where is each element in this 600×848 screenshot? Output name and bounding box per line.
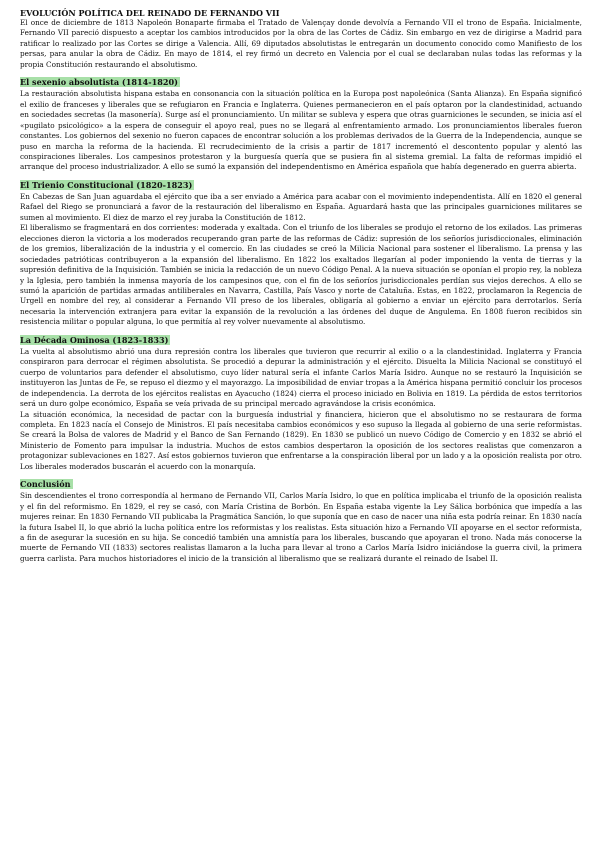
document-page: [20, 6, 582, 564]
section-heading-conclusion: Conclusión: [20, 479, 71, 490]
section-paragraph: La situación económica, la necesidad de pactar con la burguesía industrial y financiera, hicieron que el absolutismo no se restaurara de forma completa. En 1823 nacía el Consejo de Ministros. El país necesitaba cambios económicos y eso supuso la llegada al gobierno de una serie reformistas. Se creará la Bolsa de valores de Madrid y el Banco de San Fernando (1829). En 1830 se publicó un nuevo Código de Comercio y en 1832 se abrió el Ministerio de Fomento para impulsar la industria. Muchos de estos cambios despertaron la oposición de los sectores realistas que comenzaron a protagonizar sublevaciones en 1827. Así estos gobiernos tuvieron que enfrentarse a la conspiración liberal por un lado y a la oposición realista por otro. Los liberales moderados buscarán el acuerdo con la monarquía.: [20, 409, 582, 471]
section-heading-decada-ominosa: La Década Ominosa (1823-1833): [20, 334, 169, 345]
document-title: EVOLUCIÓN POLÍTICA DEL REINADO DE FERNANDO VII: [20, 8, 280, 18]
section-heading-trienio: El Trienio Constitucional (1820-1823): [20, 179, 193, 190]
intro-paragraph: El once de diciembre de 1813 Napoleón Bonaparte firmaba el Tratado de Valençay donde devolvía a Fernando VII el trono de España. Inicialmente, Fernando VII pareció dispuesto a aceptar los cambios introducidos por la obra de las Cortes de Cádiz. Sin embargo en vez de dirigirse a Madrid para ratificar lo realizado por las Cortes se dirige a Valencia. Allí, 69 diputados absolutistas le entregarán un documento conocido como Manifiesto de los persas, para anular la obra de Cádiz. En mayo de 1814, el rey firmó un decreto en Valencia por el cual se declaraban nulas todas las reformas y la propia Constitución restaurando el absolutismo.: [20, 18, 582, 69]
section-paragraph: En Cabezas de San Juan aguardaba el ejército que iba a ser enviado a América para acabar con el movimiento independentista. Allí en 1820 el general Rafael del Riego se pronunciará a favor de la restauración del liberalismo en España. Aguardará hasta que las principales guarniciones militares se sumen al movimiento. El diez de marzo el rey juraba la Constitución de 1812.: [20, 191, 582, 222]
section-paragraph: Sin descendientes el trono correspondía al hermano de Fernando VII, Carlos María Isidro, lo que en política implicaba el triunfo de la oposición realista y el fin del reformismo. En 1829, el rey se casó, con María Cristina de Borbón. En España estaba vigente la Ley Sálica borbónica que impedía a las mujeres reinar. En 1830 Fernando VII publicaba la Pragmática Sanción, lo que suponía que en caso de nacer una niña esta podría reinar. En 1830 nacía la futura Isabel II, lo que abrió la lucha política entre los reformistas y los realistas. Esta situación hizo a Fernando VII apoyarse en el sector reformista, a fin de asegurar la sucesión en su hija. Se concedió también una amnistía para los liberales, buscando que apoyaran el trono. Nada más conocerse la muerte de Fernando VII (1833) sectores realistas llamaron a la lucha para llevar al trono a Carlos María Isidro iniciándose la guerra civil, la primera guerra carlista. Para muchos historiadores el inicio de la transición al liberalismo que se realizará durante el reinado de Isabel II.: [20, 491, 582, 563]
section-paragraph: El liberalismo se fragmentará en dos corrientes: moderada y exaltada. Con el triunfo de los liberales se produjo el retorno de los exilados. Las primeras elecciones dieron la victoria a los moderados recuperando gran parte de las reformas de Cádiz: supresión de los señoríos jurisdiccionales, eliminación de los gremios, liberalización de la industria y el comercio. En las ciudades se creó la Milicia Nacional para sostener el liberalismo. La prensa y las sociedades patrióticas contribuyeron a la expansión del liberalismo. En 1822 los exaltados llegarían al poder imponiendo la venta de tierras y la supresión definitiva de la Inquisición. También se inicia la redacción de un nuevo Código Penal. A la nueva situación se oponían el propio rey, la nobleza y la Iglesia, pero también la inmensa mayoría de los campesinos que, con el fin de los señoríos jurisdiccionales perdían sus viejos derechos. A ello se sumó la aparición de partidas armadas antiliberales en Navarra, Castilla, País Vasco y norte de Cataluña. Estas, en 1822, proclamaron la Regencia de Urgell en nombre del rey, al considerar a Fernando VII preso de los liberales, obligaría al gobierno a enviar un ejército para derrotarlos. Sería necesaria la intervención extranjera para evitar la expansión de la revolución a las órdenes del duque de Angulema. En 1808 fueron recibidos sin resistencia militar o popular alguna, lo que permitía al rey volver nuevamente al absolutismo.: [20, 223, 582, 327]
section-paragraph: La restauración absolutista hispana estaba en consonancia con la situación política en la Europa post napoleónica (Santa Alianza). En España significó el exilio de franceses y liberales que se refugiaron en Francia e Inglaterra. Quienes permanecieron en el país optaron por la clandestinidad, actuando en sociedades secretas (la masonería). Surge así el pronunciamiento. Un militar se subleva y espera que otras guarniciones le secunden, se inicia así el «pugilato psicológico» a la espera de conseguir el apoyo real, pues no se llegará al enfrentamiento armado. Los pronunciamientos liberales fueron constantes. Los gobiernos del sexenio no fueron capaces de encontrar solución a los problemas derivados de la Guerra de la Independencia, aunque se puso en marcha la reforma de la hacienda. El recrudecimiento de la crisis a partir de 1817 incrementó el descontento popular y alentó las conspiraciones liberales. Los campesinos protestaron y la burguesía quería que se pusiera fin al sistema gremial. La falta de reformas impidió el arranque del proceso industrializador. A ello se sumó la expansión del independentismo en América española que había degenerado en guerra abierta.: [20, 89, 582, 172]
section-paragraph: La vuelta al absolutismo abrió una dura represión contra los liberales que tuvieron que recurrir al exilio o a la clandestinidad. Inglaterra y Francia conspiraron para derrocar el régimen absolutista. Se procedió a depurar la administración y el ejército. Disuelta la Milicia Nacional se constituyó el cuerpo de voluntarios para defender el absolutismo, cuyo líder natural sería el infante Carlos María Isidro. Aunque no se restauró la Inquisición se instituyeron las Juntas de Fe, se repuso el diezmo y el mayorazgo. La imposibilidad de enviar tropas a la América hispana permitió concluir los procesos de independencia. La derrota de los ejércitos realistas en Ayacucho (1824) cierra el proceso iniciado en Bolivia en 1819. La pérdida de estos territorios será un duro golpe económico, España se veía privada de su principal mercado agravándose la crisis económica.: [20, 346, 582, 409]
section-heading-sexenio: El sexenio absolutista (1814-1820): [20, 77, 178, 88]
